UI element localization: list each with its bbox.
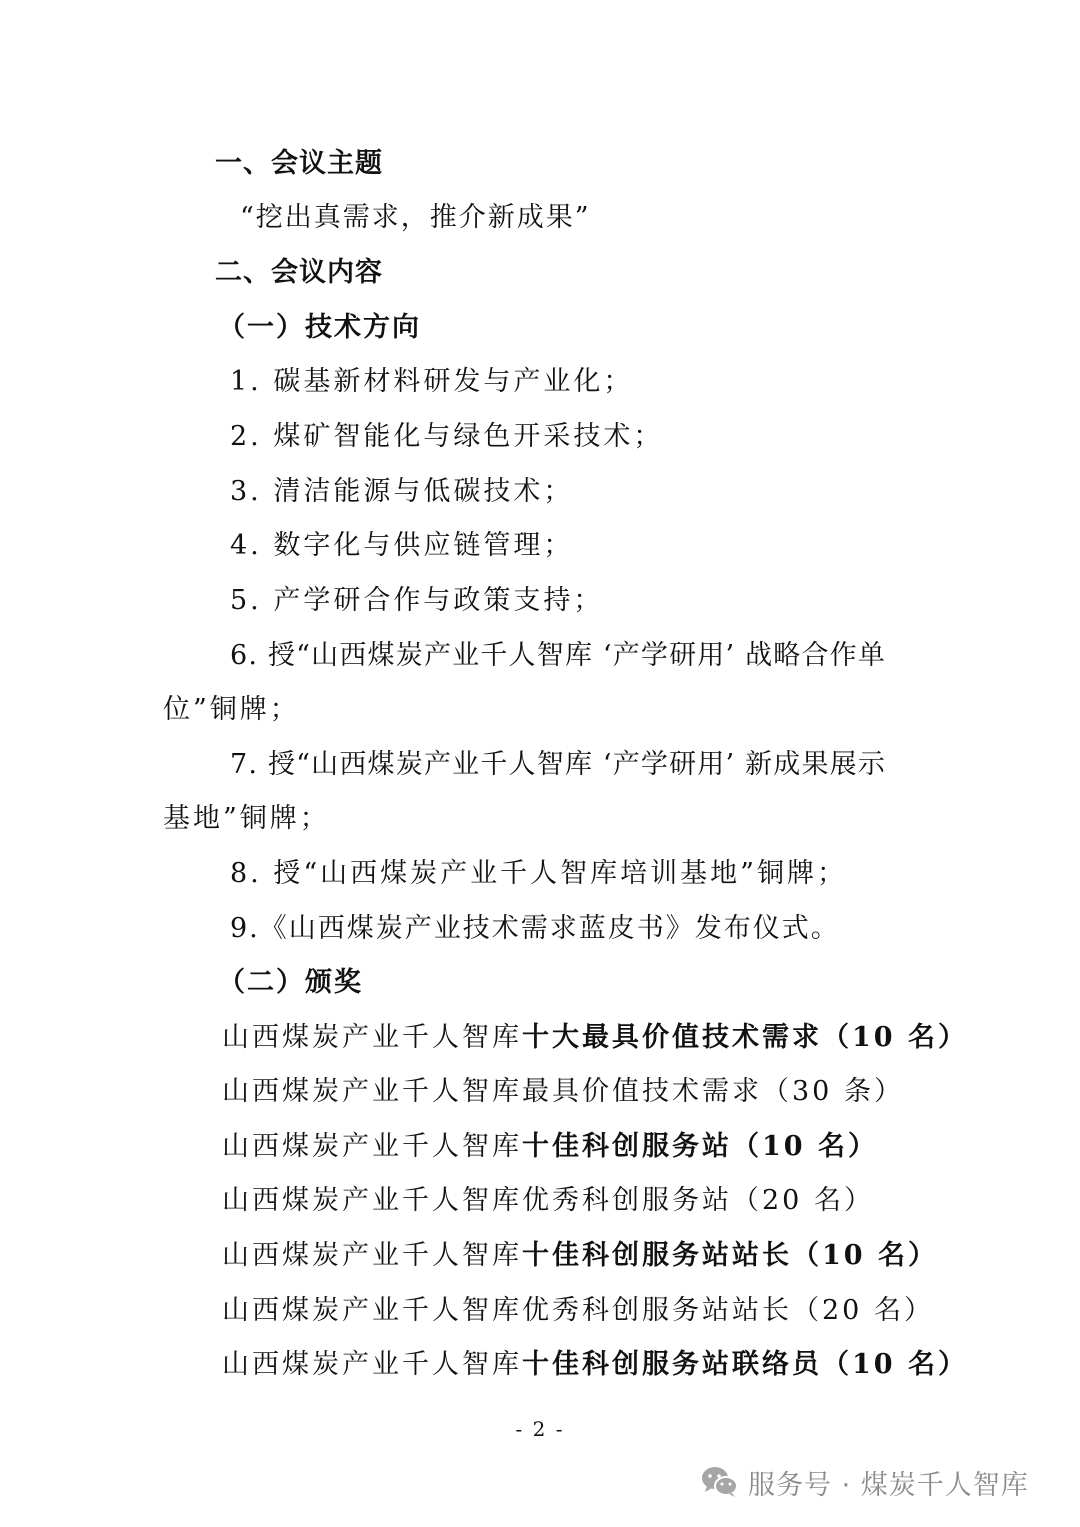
award-prefix: 山西煤炭产业千人智库 — [222, 1131, 522, 1162]
award-line — [222, 1183, 874, 1219]
award-line — [222, 1347, 968, 1383]
award-name: 十佳科创服务站联络员（10 名） — [522, 1349, 968, 1380]
award-name: 优秀科创服务站（20 名） — [522, 1185, 874, 1216]
list-item: 3. 清洁能源与低碳技术； — [230, 476, 574, 507]
award-line — [222, 1293, 934, 1329]
list-item: 2. 煤矿智能化与绿色开采技术； — [230, 421, 664, 452]
watermark — [700, 1462, 1029, 1502]
section1-heading: 一、会议主题 — [215, 148, 383, 179]
award-name: 十佳科创服务站（10 名） — [522, 1131, 878, 1162]
award-prefix: 山西煤炭产业千人智库 — [222, 1349, 522, 1380]
award-name: 最具价值技术需求（30 条） — [522, 1076, 904, 1107]
list-item: 9.《山西煤炭产业技术需求蓝皮书》发布仪式。 — [230, 913, 840, 944]
list-item: 4. 数字化与供应链管理； — [230, 530, 574, 561]
award-name: 十佳科创服务站站长（10 名） — [522, 1240, 938, 1271]
award-prefix: 山西煤炭产业千人智库 — [222, 1240, 522, 1271]
award-prefix: 山西煤炭产业千人智库 — [222, 1295, 522, 1326]
subsection-awards: （二）颁奖 — [218, 967, 363, 998]
list-item: 1. 碳基新材料研发与产业化； — [230, 366, 634, 397]
list-item-continuation: 位”铜牌； — [163, 694, 300, 725]
award-prefix: 山西煤炭产业千人智库 — [222, 1076, 522, 1107]
award-prefix: 山西煤炭产业千人智库 — [222, 1185, 522, 1216]
award-prefix: 山西煤炭产业千人智库 — [222, 1022, 522, 1053]
meeting-theme: “挖出真需求，推介新成果” — [240, 202, 591, 233]
subsection-tech-direction: （一）技术方向 — [218, 312, 421, 343]
list-item: 7. 授“山西煤炭产业千人智库 ‘产学研用’ 新成果展示 — [230, 749, 887, 780]
award-line — [222, 1020, 968, 1056]
award-line — [222, 1074, 904, 1110]
section2-heading: 二、会议内容 — [215, 257, 383, 288]
list-item: 6. 授“山西煤炭产业千人智库 ‘产学研用’ 战略合作单 — [230, 640, 887, 671]
list-item-continuation: 基地”铜牌； — [163, 803, 330, 834]
page-number: - 2 - — [515, 1417, 565, 1441]
award-name: 优秀科创服务站站长（20 名） — [522, 1295, 934, 1326]
list-item: 8. 授“山西煤炭产业千人智库培训基地”铜牌； — [230, 858, 847, 889]
wechat-icon — [700, 1465, 740, 1499]
list-item: 5. 产学研合作与政策支持； — [230, 585, 604, 616]
award-line — [222, 1129, 878, 1165]
award-line — [222, 1238, 938, 1274]
award-name: 十大最具价值技术需求（10 名） — [522, 1022, 968, 1053]
watermark-text: 服务号 · 煤炭千人智库 — [748, 1469, 1029, 1501]
